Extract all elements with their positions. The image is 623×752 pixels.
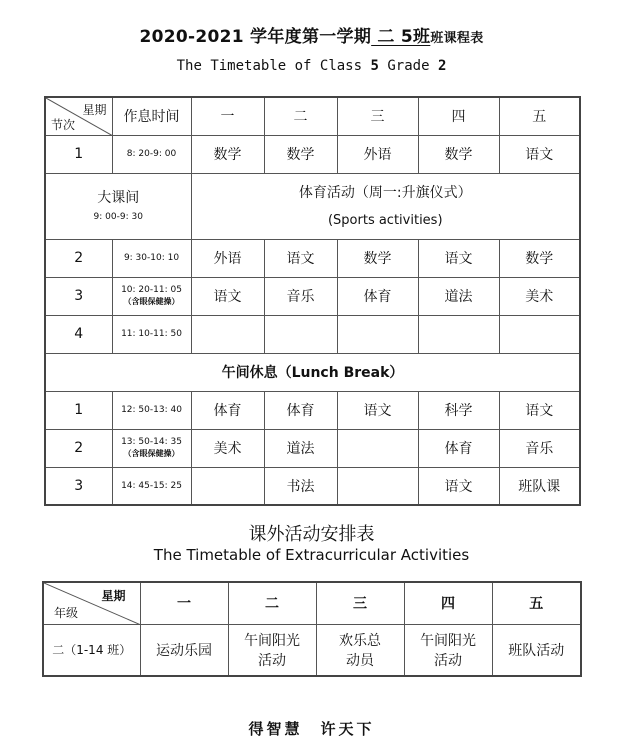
- break-row: [45, 173, 580, 239]
- day-header: 五: [499, 97, 580, 135]
- subject-cell: [191, 315, 264, 353]
- activity-cell: [228, 624, 316, 676]
- period-number: 1: [45, 135, 112, 173]
- activity-line: 班队活动: [508, 642, 565, 659]
- subject-cell: 道法: [264, 429, 337, 467]
- table-row: [43, 624, 581, 676]
- time-range: 9: 30-10: 10: [123, 253, 180, 263]
- lunch-break: 午间休息（Lunch Break）: [45, 353, 580, 391]
- footer-motto: 得智慧 许天下: [248, 720, 375, 738]
- activity-line: 动员: [346, 652, 374, 669]
- activity-line: 午间阳光: [244, 632, 300, 649]
- subject-cell: 语文: [264, 239, 337, 277]
- activity-line: 运动乐园: [156, 642, 212, 659]
- subtitle-class: 5: [370, 58, 379, 74]
- page-subtitle: [0, 58, 623, 74]
- day-header: 三: [316, 582, 404, 624]
- corner-weekday-label: 星期: [82, 103, 107, 117]
- period-number: 4: [45, 315, 112, 353]
- header-row: [43, 582, 581, 624]
- extracurricular-timetable: [42, 581, 582, 677]
- subject-cell: 体育: [418, 429, 499, 467]
- subject-cell: 语文: [499, 391, 580, 429]
- day-header: 四: [418, 97, 499, 135]
- class-timetable: [44, 96, 581, 506]
- period-time: [112, 135, 191, 173]
- title-class: 二 5班: [371, 27, 431, 47]
- break-label: 大课间: [97, 190, 140, 206]
- corner-weekday-label: 星期: [101, 589, 126, 603]
- time-range: 13: 50-14: 35: [121, 437, 182, 447]
- subject-cell: 数学: [337, 239, 418, 277]
- subtitle-pre: The Timetable of Class: [176, 58, 371, 74]
- extra-title-en: The Timetable of Extracurricular Activities: [153, 546, 470, 564]
- time-header: 作息时间: [112, 97, 191, 135]
- period-time: [112, 467, 191, 505]
- subject-cell: [499, 315, 580, 353]
- time-range: 11: 10-11: 50: [121, 329, 182, 339]
- subject-cell: 体育: [337, 277, 418, 315]
- extra-title: 课外活动安排表: [248, 524, 375, 545]
- subject-cell: 科学: [418, 391, 499, 429]
- corner-cell: [45, 97, 112, 135]
- period-time: [112, 239, 191, 277]
- period-time: [112, 429, 191, 467]
- table-row: [45, 239, 580, 277]
- subject-cell: [337, 467, 418, 505]
- activity-cell: [492, 624, 581, 676]
- table-row: [45, 135, 580, 173]
- day-header: 一: [191, 97, 264, 135]
- subject-cell: 语文: [499, 135, 580, 173]
- subject-cell: 美术: [499, 277, 580, 315]
- period-time: [112, 315, 191, 353]
- subject-cell: 美术: [191, 429, 264, 467]
- period-number: 2: [45, 239, 112, 277]
- table-row: [45, 391, 580, 429]
- subject-cell: 数学: [499, 239, 580, 277]
- day-header: 五: [492, 582, 581, 624]
- subtitle-mid: Grade: [378, 58, 438, 74]
- corner-period-label: 节次: [51, 117, 76, 132]
- activity-line: 活动: [258, 652, 286, 669]
- table-row: [45, 467, 580, 505]
- subject-cell: 音乐: [264, 277, 337, 315]
- break-time: 9: 00-9: 30: [93, 212, 143, 222]
- period-number: 3: [45, 467, 112, 505]
- activity-cell: [316, 624, 404, 676]
- header-row: [45, 97, 580, 135]
- subject-cell: 数学: [418, 135, 499, 173]
- activity-cell: [140, 624, 228, 676]
- period-time: [112, 391, 191, 429]
- subject-cell: 体育: [264, 391, 337, 429]
- subject-cell: 语文: [418, 239, 499, 277]
- subtitle-grade: 2: [437, 58, 447, 74]
- subject-cell: 数学: [191, 135, 264, 173]
- subject-cell: 道法: [418, 277, 499, 315]
- activity-cell: [404, 624, 492, 676]
- day-header: 四: [404, 582, 492, 624]
- time-range: 14: 45-15: 25: [121, 480, 182, 491]
- time-range: 12: 50-13: 40: [121, 405, 182, 415]
- period-time: [112, 277, 191, 315]
- title-prefix: 2020-2021 学年度第一学期: [139, 27, 372, 47]
- eye-exercise-note: （含眼保健操）: [123, 297, 180, 306]
- break-activity-en: (Sports activities): [327, 213, 443, 228]
- subject-cell: 外语: [337, 135, 418, 173]
- subject-cell: 班队课: [499, 467, 580, 505]
- grade-label: 二（1-14 班）: [43, 624, 140, 676]
- break-label-cell: [45, 173, 191, 239]
- subject-cell: 语文: [418, 467, 499, 505]
- time-range: 10: 20-11: 05: [121, 285, 182, 295]
- subject-cell: [337, 429, 418, 467]
- page-title: [0, 22, 623, 47]
- subject-cell: [191, 467, 264, 505]
- subject-cell: [418, 315, 499, 353]
- day-header: 三: [337, 97, 418, 135]
- subject-cell: [264, 315, 337, 353]
- eye-exercise-note: （含眼保健操）: [123, 449, 180, 458]
- subject-cell: 外语: [191, 239, 264, 277]
- day-header: 一: [140, 582, 228, 624]
- subject-cell: 数学: [264, 135, 337, 173]
- break-activity-cell: [191, 173, 580, 239]
- activity-line: 活动: [434, 652, 462, 669]
- corner-grade-label: 年级: [54, 605, 79, 620]
- period-number: 1: [45, 391, 112, 429]
- corner-cell: [43, 582, 140, 624]
- subject-cell: 音乐: [499, 429, 580, 467]
- day-header: 二: [264, 97, 337, 135]
- time-range: 8: 20-9: 00: [126, 149, 177, 159]
- activity-line: 午间阳光: [420, 632, 476, 649]
- break-activity: 体育活动（周一:升旗仪式）: [298, 185, 472, 201]
- table-row: [45, 429, 580, 467]
- table-row: [45, 277, 580, 315]
- period-number: 2: [45, 429, 112, 467]
- subject-cell: 语文: [337, 391, 418, 429]
- subject-cell: 体育: [191, 391, 264, 429]
- subject-cell: [337, 315, 418, 353]
- lunch-row: [45, 353, 580, 391]
- subject-cell: 书法: [264, 467, 337, 505]
- day-header: 二: [228, 582, 316, 624]
- table-row: [45, 315, 580, 353]
- activity-line: 欢乐总: [339, 632, 381, 649]
- period-number: 3: [45, 277, 112, 315]
- title-suffix: 班课程表: [430, 31, 484, 46]
- subject-cell: 语文: [191, 277, 264, 315]
